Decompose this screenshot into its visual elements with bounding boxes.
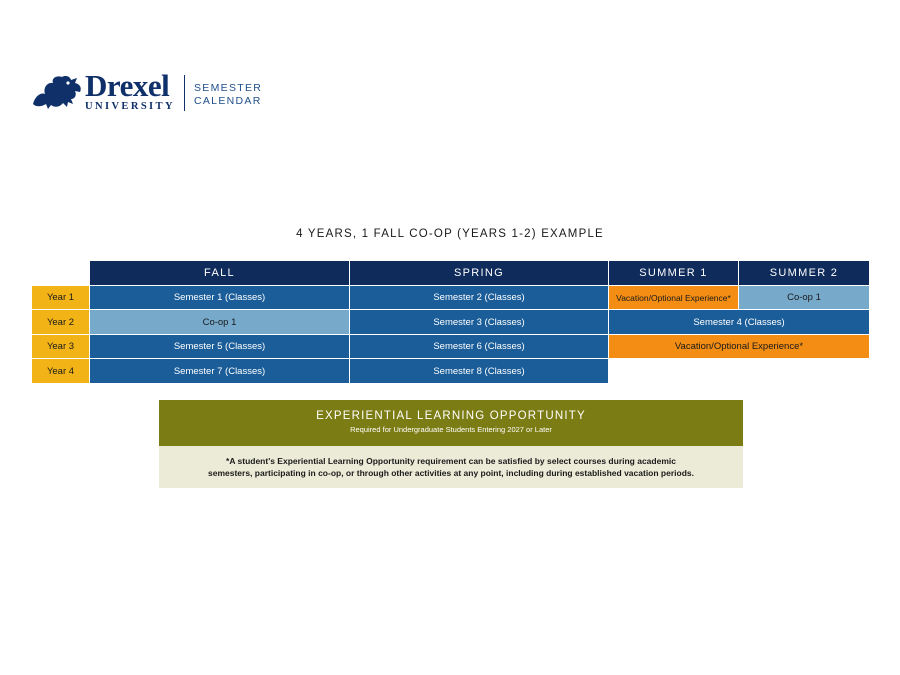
university-wordmark: UNIVERSITY	[85, 101, 175, 112]
calendar-cell-classes: Semester 3 (Classes)	[350, 310, 608, 334]
year-label: Year 4	[32, 359, 89, 383]
year-label: Year 3	[32, 335, 89, 358]
experiential-learning-title: EXPERIENTIAL LEARNING OPPORTUNITY	[316, 410, 586, 422]
calendar-tagline	[194, 82, 262, 108]
year-label: Year 1	[32, 286, 89, 309]
wordmark	[85, 68, 209, 112]
calendar-cell-classes: Semester 5 (Classes)	[90, 335, 349, 358]
experiential-learning-header	[159, 400, 743, 446]
page-title: 4 YEARS, 1 FALL CO-OP (YEARS 1-2) EXAMPLE	[296, 228, 604, 240]
calendar-cell-classes: Semester 2 (Classes)	[350, 286, 608, 309]
experiential-learning-subtitle: Required for Undergraduate Students Entering 2027 or Later	[350, 425, 552, 434]
column-header-summer-1: SUMMER 1	[609, 261, 738, 285]
note-line-2: semesters, participating in co-op, or through other activities at any point, including during established vacation periods.	[208, 468, 694, 478]
note-line-1: *A student's Experiential Learning Opportunity requirement can be satisfied by select courses during academic	[226, 456, 676, 466]
dragon-icon	[31, 74, 83, 110]
logo-divider	[184, 75, 185, 111]
calendar-cell-classes: Semester 1 (Classes)	[90, 286, 349, 309]
column-header-fall: FALL	[90, 261, 349, 285]
calendar-cell-coop: Co-op 1	[90, 310, 349, 334]
calendar-cell-vacation: Vacation/Optional Experience*	[609, 335, 869, 358]
column-header-spring: SPRING	[350, 261, 608, 285]
calendar-cell-classes: Semester 8 (Classes)	[350, 359, 608, 383]
drexel-wordmark: Drexel	[85, 68, 170, 103]
calendar-cell-vacation: Vacation/Optional Experience*	[609, 286, 738, 309]
calendar-cell-classes: Semester 6 (Classes)	[350, 335, 608, 358]
experiential-learning-note	[159, 446, 743, 488]
calendar-cell-classes: Semester 7 (Classes)	[90, 359, 349, 383]
tagline-line-1: SEMESTER	[194, 82, 263, 94]
tagline-line-2: CALENDAR	[194, 95, 262, 107]
column-header-summer-2: SUMMER 2	[739, 261, 869, 285]
year-label: Year 2	[32, 310, 89, 334]
calendar-cell-coop: Co-op 1	[739, 286, 869, 309]
calendar-cell-classes: Semester 4 (Classes)	[609, 310, 869, 334]
